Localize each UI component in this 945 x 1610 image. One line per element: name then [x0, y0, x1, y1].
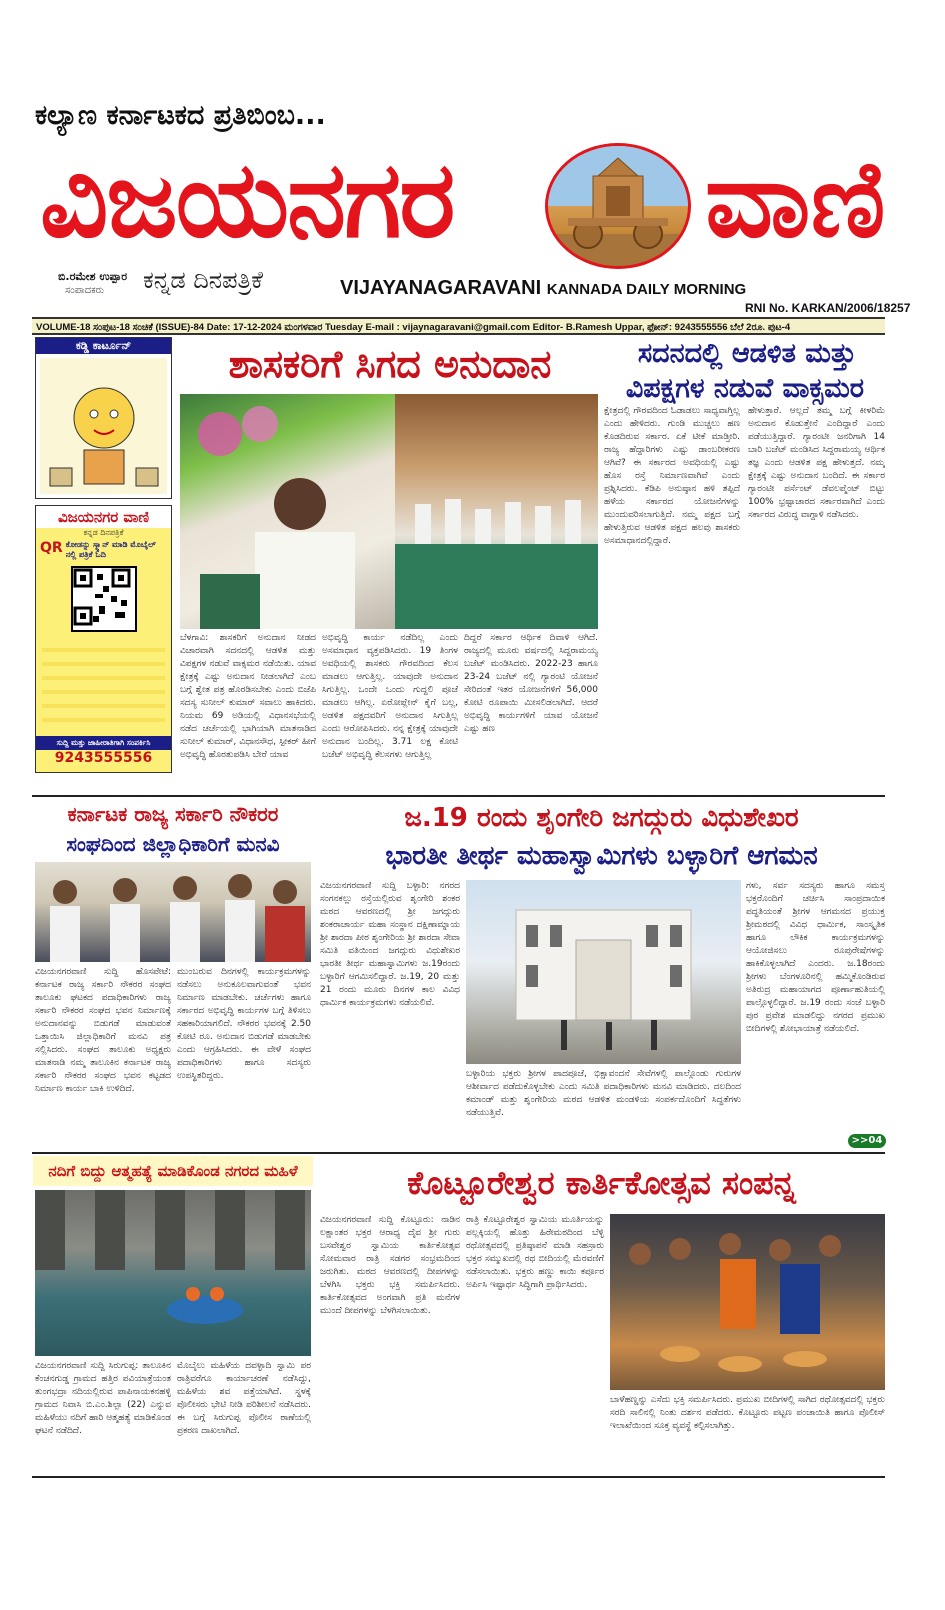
continued-page-badge[interactable]: >>04 [848, 1134, 886, 1148]
sringeri-text-col2: ಗಳು, ಸರ್ವ ಸದಸ್ಯರು ಹಾಗೂ ಸಮಸ್ತ ಭಕ್ತರೊಂದಿಗೆ ಚರ್ಚಿಸಿ ಸಾಂಪ್ರದಾಯಿಕ ಪದ್ಧತಿಯಂತೆ ಶ್ರೀಗಳ ಆಗಮನದ ಪ್ರಯುಕ್ತ ಶ್ರೀಮಠದಲ್ಲಿ ವಿವಿಧ ಧಾರ್ಮಿಕ, ಸಾಂಸ್ಕೃತಿಕ ಹಾಗೂ ಲೌಕಿಕ ಕಾರ್ಯಕ್ರಮಗಳನ್ನು ಆಯೋಜಿಸಲು ರೂಪುರೇಷೆಗಳನ್ನು ಹಾಕಿಕೊಳ್ಳಲಾಗಿದೆ ಎಂದರು. ಜ.18ರಂದು ಶ್ರೀಗಳು ಬೆಂಗಳೂರಿನಲ್ಲಿ ಹಮ್ಮಿಕೊಂಡಿರುವ ಅತಿರುದ್ರ ಮಹಾಯಾಗದ ಪೂರ್ಣಾಹುತಿಯಲ್ಲಿ ಪಾಲ್ಗೊಳ್ಳಲಿದ್ದಾರೆ. ಜ.19 ರಂದು ಸಂಜೆ ಬಳ್ಳಾರಿ ಪುರ ಪ್ರವೇಶ ಮಾಡಲಿದ್ದು ನಗರದ ಪ್ರಮುಖ ಬೀದಿಗಳಲ್ಲಿ ಶೋಭಾಯಾತ್ರೆ ನಡೆಯಲಿದೆ. [746, 881, 885, 1034]
qr-code-icon[interactable] [71, 566, 137, 632]
masthead-tagline: ಕಲ್ಯಾಣ ಕರ್ನಾಟಕದ ಪ್ರತಿಬಿಂಬ... [35, 100, 326, 131]
english-daily: KANNADA DAILY MORNING [546, 281, 747, 298]
river-text-col2: ಮೊಬೈಲು ಮಹಿಳೆಯ ದವಳ್ಳಾದಿ ಸ್ವಾಮಿ ಪರ ರಾತ್ರಿವರೆಗೂ ಕಾರ್ಯಾಚರಣೆ ನಡೆಸಿದ್ದು, ಮಹಿಳೆಯ ಶವ ಪತ್ತೆಯಾಗಿದೆ. ಸ್ಥಳಕ್ಕೆ ಪೊಲೀಸರು ಭೇಟಿ ನೀಡಿ ಪರಿಶೀಲನೆ ನಡೆಸಿದರು. ಈ ಬಗ್ಗೆ ಸಿರುಗುಪ್ಪ ಪೊಲೀಸ ಠಾಣೆಯಲ್ಲಿ ಪ್ರಕರಣ ದಾಖಲಾಗಿದೆ. [177, 1361, 311, 1436]
sringeri-headline-1: ಜ.19 ರಂದು ಶೃಂಗೇರಿ ಜಗದ್ಗುರು ವಿಧುಶೇಖರ [404, 803, 799, 833]
lead-photo-assembly [395, 394, 598, 629]
qr-label: QR [40, 540, 63, 556]
employees-text-col1: ವಿಜಯನಗರವಾಣಿ ಸುದ್ದಿ ಹೊಸಪೇಟೆ: ಕರ್ನಾಟಕ ರಾಜ್ಯ ಸರ್ಕಾರಿ ನೌಕರರ ಸಂಘದ ತಾಲೂಕು ಘಟಕದ ಪದಾಧಿಕಾರಿಗಳು ರಾಜ್ಯ ಸರ್ಕಾರಿ ನೌಕರರ ಸಂಘದ ಭವನ ನಿರ್ಮಾಣಕ್ಕೆ ಅನುದಾನವನ್ನು ಬಿಡುಗಡೆ ಮಾಡುವಂತೆ ಒತ್ತಾಯಿಸಿ ಜಿಲ್ಲಾಧಿಕಾರಿಗೆ ಮನವಿ ಪತ್ರ ಸಲ್ಲಿಸಿದರು. ಸಂಘದ ತಾಲೂಕು ಅಧ್ಯಕ್ಷರು ಮಾತನಾಡಿ ನಮ್ಮ ತಾಲೂಕಿನ ಕರ್ನಾಟಕ ರಾಜ್ಯ ಸರ್ಕಾರಿ ನೌಕರರ ಸಂಘದ ಭವನ ಕಟ್ಟಡದ ನಿರ್ಮಾಣ ಕಾರ್ಯ ಬಾಕಿ ಉಳಿದಿದೆ. [35, 967, 171, 1094]
employees-headline-2: ಸಂಘದಿಂದ ಜಿಲ್ಲಾಧಿಕಾರಿಗೆ ಮನವಿ [66, 832, 280, 856]
ad-contact-label: ಸುದ್ದಿ ಮತ್ತು ಜಾಹೀರಾತಿಗಾಗಿ ಸಂಪರ್ಕಿಸಿ [36, 736, 171, 750]
cartoon-box [35, 337, 172, 499]
editor-name: ಬಿ.ರಮೇಶ ಉಪ್ಪಾರ [58, 270, 128, 283]
lead-text-col4: ಕ್ಷೇತ್ರದಲ್ಲಿ ಗೌರವದಿಂದ ಓಡಾಡಲು ಸಾಧ್ಯವಾಗ್ತಿಲ್ಲ ಎಂದು ಹೇಳಿದರು. ಗುಂಡಿ ಮುಚ್ಚಲು ಹಣ ಕೊಡದಿರುವ ಸರ್ಕಾರ. ಏಕೆ ಟೀಕೆ ಮಾಡ್ತೀರಿ. ರಾಜ್ಯ ಹೆದ್ದಾರಿಗಳು ಎಷ್ಟು ಡಾಂಬರೀಕರಣ ಆಗಿವೆ? ಈ ಸರ್ಕಾರದ ಅವಧಿಯಲ್ಲಿ ಎಷ್ಟು ಹೊಸ ರಸ್ತೆ ನಿರ್ಮಾಣವಾಗಿವೆ ಎಂದು ಪ್ರಶ್ನಿಸಿದರು. ಕೆಡಿಪಿ ಅನುಷ್ಠಾನ ಹಳಿ ತಪ್ಪಿದೆ ಹಳೆಯ ಸರ್ಕಾರದ ಯೋಜನೆಗಳನ್ನು ಮುಂದುವರಿಸಲಾಗುತ್ತಿದೆ. ನಮ್ಮ ಪಕ್ಷದ ಬಗ್ಗೆ ಹೇಳುತ್ತಿರುವ ಆಡಳಿತ ಪಕ್ಷದ ಹಲವು ಶಾಸಕರು ಅಸಮಾಧಾನದಲ್ಲಿದ್ದಾರೆ. [604, 406, 740, 546]
section-divider-2 [32, 1152, 885, 1154]
section-divider-1 [32, 795, 885, 797]
ad-social-links [42, 638, 165, 730]
stone-chariot-logo [545, 143, 691, 269]
qr-instruction: ಕೋಡನ್ನು ಸ್ಕ್ಯಾನ್ ಮಾಡಿ ಮೊಬೈಲ್ ನಲ್ಲಿ ಪತ್ರಿಕೆ ಓದಿ [65, 540, 156, 559]
sringeri-headline-2: ಭಾರತೀ ತೀರ್ಥ ಮಹಾಸ್ವಾಮಿಗಳು ಬಳ್ಳಾರಿಗೆ ಆಗಮನ [385, 841, 818, 871]
sringeri-photo-mutt [466, 880, 741, 1064]
sringeri-text-col1: ವಿಜಯನಗರವಾಣಿ ಸುದ್ದಿ ಬಳ್ಳಾರಿ: ನಗರದ ಸಂಗನಕಲ್ಲು ರಸ್ತೆಯಲ್ಲಿರುವ ಶೃಂಗೇರಿ ಶಂಕರ ಮಠದ ಆವರಣದಲ್ಲಿ ಶ್ರೀ ಜಗದ್ಗುರು ಶಂಕರಾಚಾರ್ಯ ಮಹಾ ಸಂಸ್ಥಾನ ದಕ್ಷಿಣಾಮ್ನಾಯ ಶ್ರೀ ಶಾರದಾ ಪೀಠ ಶೃಂಗೇರಿಯ ಶ್ರೀ ಶಾರದಾ ಸೇವಾ ಸಮಿತಿ ವತಿಯಿಂದ ಜಗದ್ಗುರು ವಿಧುಶೇಖರ ಭಾರತೀ ತೀರ್ಥ ಮಹಾಸ್ವಾಮಿಗಳು ಜ.19ರಂದು ಬಳ್ಳಾರಿಗೆ ಆಗಮಿಸಲಿದ್ದಾರೆ. ಜ.19, 20 ಮತ್ತು 21 ರಂದು ಮೂರು ದಿನಗಳ ಕಾಲ ವಿವಿಧ ಧಾರ್ಮಿಕ ಕಾರ್ಯಕ್ರಮಗಳು ನಡೆಯಲಿವೆ. [320, 881, 460, 1008]
lead-headline: ಶಾಸಕರಿಗೆ ಸಿಗದ ಅನುದಾನ [180, 338, 600, 390]
kottur-text-col1: ವಿಜಯನಗರವಾಣಿ ಸುದ್ದಿ ಕೊಟ್ಟೂರು: ನಾಡಿನ ಲಕ್ಷಾಂತರ ಭಕ್ತರ ಆರಾಧ್ಯ ದೈವ ಶ್ರೀ ಗುರು ಬಸವೇಶ್ವರ ಸ್ವಾಮಿಯ ಕಾರ್ತಿಕೋತ್ಸವ ಸೋಮವಾರ ರಾತ್ರಿ ಸಡಗರ ಸಂಭ್ರಮದಿಂದ ಜರುಗಿತು. ಮಠದ ಆವರಣದಲ್ಲಿ ದೀಪಗಳನ್ನು ಬೆಳಗಿಸಿ ಭಕ್ತರು ಭಕ್ತಿ ಸಮರ್ಪಿಸಿದರು. ಕಾರ್ತಿಕೋತ್ಸವದ ಅಂಗವಾಗಿ ಪ್ರತಿ ಮನೆಗಳ ಮುಂದೆ ದೀಪಗಳನ್ನು ಬೆಳಗಿಸಲಾಯಿತು. [320, 1215, 460, 1316]
river-text-col1: ವಿಜಯನಗರವಾಣಿ ಸುದ್ದಿ ಸಿರುಗುಪ್ಪ: ತಾಲೂಕಿನ ಕೆಂಚನಗುಡ್ಡ ಗ್ರಾಮದ ಹತ್ತಿರ ಪವಿಯಾತ್ರೆಯಂತ ತುಂಗಭದ್ರಾ ನದಿಯಲ್ಲಿರುವ ಪಾಪಿನಾಯಕನಹಳ್ಳಿ ಗ್ರಾಮದ ನಿವಾಸಿ ಬಿ.ಎಂ.ಶಿಲ್ಪಾ (22) ಎನ್ನುವ ಮಹಿಳೆಯು ನದಿಗೆ ಹಾರಿ ಆತ್ಮಹತ್ಯೆ ಮಾಡಿಕೊಂಡ ಘಟನೆ ನಡೆದಿದೆ. [35, 1361, 171, 1436]
lead-text-col5: ಹೇಳುತ್ತಾರೆ. ಆಲ್ಲದೆ ತಮ್ಮ ಬಗ್ಗೆ ಕೀಳರಿಮೆ ಅನುದಾನ ಕೊಡುತ್ತೇನೆ ಎಂದಿದ್ದಾರೆ ಎಂದು ಪಡೆಯುತ್ತಿದ್ದಾರೆ. ಗ್ಯಾರಂಟೀ ಜನರಿಗಾಗಿ 14 ಬಾರಿ ಬಜೆಟ್ ಮಂಡಿಸಿದ ಸಿದ್ದರಾಮಯ್ಯ ಆರ್ಥಿಕ ತಜ್ಞ ಎಂದು ಆಡಳಿತ ಪಕ್ಷ ಹೇಳುತ್ತದೆ. ನಮ್ಮ ಕ್ಷೇತ್ರಕ್ಕೆ ಎಷ್ಟು ಅನುದಾನ ಬಂದಿದೆ. ಈ ಸರ್ಕಾರ ಗ್ಯಾರಂಟೀ ಪರ್ಸೆಂಟ್ ಡೆವಲಪ್ಮೆಂಟ್ ಬಿಟ್ಟು 100% ಭ್ರಷ್ಟಾಚಾರದ ಸರ್ಕಾರವಾಗಿದೆ ಎಂದು ಸರ್ಕಾರದ ವಿರುದ್ಧ ವಾಗ್ದಾಳಿ ನಡೆಸಿದರು. [748, 406, 885, 520]
ad-phone: 9243555556 [54, 750, 153, 766]
masthead-title-left: ವಿಜಯನಗರ [40, 138, 454, 261]
qr-ad-box [35, 505, 172, 773]
english-masthead [340, 277, 746, 300]
lead-text-col1: ಬೆಳಗಾವಿ: ಶಾಸಕರಿಗೆ ಅನುದಾನ ನೀಡದ ವಿಚಾರವಾಗಿ ಸದನದಲ್ಲಿ ಆಡಳಿತ ಮತ್ತು ವಿಪಕ್ಷಗಳ ನಡುವೆ ವಾಕ್ಸಮರ ನಡೆಯಿತು. ಯಾವ ಕ್ಷೇತ್ರಕ್ಕೆ ಎಷ್ಟು ಅನುದಾನ ನೀಡಲಾಗಿದೆ ಎಂಬ ಬಗ್ಗೆ ಶ್ವೇತ ಪತ್ರ ಹೊರಡಿಸಬೇಕು ಎಂದು ಬಿಜೆಪಿ ಸದಸ್ಯ ಸುನೀಲ್ ಕುಮಾರ್ ಸವಾಲು ಹಾಕಿದರು. ನಿಯಮ 69 ಅಡಿಯಲ್ಲಿ ವಿಧಾನಸಭೆಯಲ್ಲಿ ನಡೆದ ಚರ್ಚೆಯಲ್ಲಿ ಭಾಗಿಯಾಗಿ ಮಾತನಾಡಿದ ಸುನೀಲ್ ಕುಮಾರ್, ವಿಧಾನಸೌಧ, ಸ್ಪೀಕರ್ ಹೀಗೆ ಅಭಿವೃದ್ಧಿ ಹೊರತುಪಡಿಸಿ ಬೇರೆ ಯಾವ [180, 633, 316, 760]
ad-subtitle: ಕನ್ನಡ ದಿನಪತ್ರಿಕೆ [83, 528, 124, 537]
kottur-headline: ಕೊಟ್ಟೂರೇಶ್ವರ ಕಾರ್ತಿಕೋತ್ಸವ ಸಂಪನ್ನ [407, 1164, 796, 1202]
river-headline: ನದಿಗೆ ಬಿದ್ದು ಆತ್ಮಹತ್ಯೆ ಮಾಡಿಕೊಂಡ ನಗರದ ಮಹಿಳೆ [33, 1156, 313, 1186]
kannada-daily-label: ಕನ್ನಡ ದಿನಪತ್ರಿಕೆ [143, 266, 264, 294]
employees-headline-1: ಕರ್ನಾಟಕ ರಾಜ್ಯ ಸರ್ಕಾರಿ ನೌಕರರ [67, 802, 279, 826]
rni-number: RNI No. KARKAN/2006/18257 [745, 301, 911, 315]
english-name: VIJAYANAGARAVANI [340, 277, 542, 299]
sringeri-text-bottom: ಬಳ್ಳಾರಿಯ ಭಕ್ತರು ಶ್ರೀಗಳ ಪಾದಪೂಜೆ, ಭಿಕ್ಷಾವಂದನೆ ಸೇವೆಗಳಲ್ಲಿ ಪಾಲ್ಗೊಂಡು ಗುರುಗಳ ಆಶೀರ್ವಾದ ಪಡೆದುಕೊಳ್ಳಬೇಕು ಎಂದು ಸಮಿತಿ ಪದಾಧಿಕಾರಿಗಳು ಮನವಿ ಮಾಡಿದರು. ದಲದಿಂದ ಕಮಾಂಡ್ ಮತ್ತು ಶೃಂಗೇರಿಯ ಮಠದ ಆಡಳಿತ ಮಂಡಳಿಯ ಸಂಪರ್ಕದೊಂದಿಗೆ ಸಿದ್ಧತೆಗಳು ನಡೆಯುತ್ತಿವೆ. [466, 1069, 741, 1118]
employees-text-col2: ಮುಂಬರುವ ದಿನಗಳಲ್ಲಿ ಕಾರ್ಯಕ್ರಮಗಳನ್ನು ನಡೆಸಲು ಅನುಕೂಲವಾಗುವಂತೆ ಭವನ ನಿರ್ಮಾಣ ಮಾಡಬೇಕು. ಚರ್ಚೆಗಳು ಹಾಗೂ ಸರ್ಕಾರದ ಅಭಿವೃದ್ಧಿ ಕಾರ್ಯಗಳ ಬಗ್ಗೆ ತಿಳಿಸಲು ಸಹಕಾರಿಯಾಗಲಿದೆ. ನೌಕರರ ಭವನಕ್ಕೆ 2.50 ಕೋಟಿ ರೂ. ಅನುದಾನ ಬಿಡುಗಡೆ ಮಾಡಬೇಕು ಎಂದು ಆಗ್ರಹಿಸಿದರು. ಈ ವೇಳೆ ಸಂಘದ ಪದಾಧಿಕಾರಿಗಳು ಹಾಗೂ ಸದಸ್ಯರು ಉಪಸ್ಥಿತರಿದ್ದರು. [177, 967, 311, 1081]
lead-text-col2: ಅಭಿವೃದ್ಧಿ ಕಾರ್ಯ ನಡೆದಿಲ್ಲ ಎಂದು ಅಸಮಾಧಾನ ವ್ಯಕ್ತಪಡಿಸಿದರು. 19 ತಿಂಗಳ ಅವಧಿಯಲ್ಲಿ ಶಾಸಕರು ಗೌರವದಿಂದ ಕೆಲಸ ಮಾಡಲು ಆಗುತ್ತಿಲ್ಲ. ಯಾವುದೇ ಅನುದಾನ ಸಿಗುತ್ತಿಲ್ಲ. ಒಂದೇ ಒಂದು ಗುದ್ದಲಿ ಪೂಜೆ ಮಾಡಲು ಆಗಿಲ್ಲ. ಏರೋಪ್ಲೇನ್ ಕೈಗೆ ಬಲ್ಲ, ಅಡಳಿತ ಪಕ್ಷದವರಿಗೆ ಅನುದಾನ ಸಿಗುತ್ತಿಲ್ಲ ಎಂದು ಆರೋಪಿಸಿದರು. ನನ್ನ ಕ್ಷೇತ್ರಕ್ಕೆ ಯಾವುದೇ ಅನುದಾನ ಬಂದಿಲ್ಲ. 3.71 ಲಕ್ಷ ಕೋಟಿ ಬಜೆಟ್ ಅಭಿವೃದ್ಧಿ ಕೆಲಸಗಳು ಆಗುತ್ತಿಲ್ಲ [322, 633, 458, 760]
employees-photo [35, 862, 311, 962]
masthead [40, 135, 890, 265]
ad-title: ವಿಜಯನಗರ ವಾಣಿ [36, 506, 171, 528]
cartoon-image [40, 358, 167, 494]
kottur-text-bottom: ಬಾಳೆಹಣ್ಣನ್ನು ಎಸೆದು ಭಕ್ತಿ ಸಮರ್ಪಿಸಿದರು. ಪ್ರಮುಖ ಬೀದಿಗಳಲ್ಲಿ ಸಾಗಿದ ರಥೋತ್ಸವದಲ್ಲಿ ಭಕ್ತರು ಸರದಿ ಸಾಲಿನಲ್ಲಿ ನಿಂತು ದರ್ಶನ ಪಡೆದರು. ಕೊಟ್ಟೂರು ಪಟ್ಟಣ ಪಂಚಾಯಿತಿ ಹಾಗೂ ಪೊಲೀಸ್ ಇಲಾಖೆಯಿಂದ ಸೂಕ್ತ ವ್ಯವಸ್ಥೆ ಕಲ್ಪಿಸಲಾಗಿತ್ತು. [610, 1395, 885, 1431]
lead-text-col3: ದಿದ್ದರೆ ಸರ್ಕಾರ ಆರ್ಥಿಕ ದಿವಾಳಿ ಆಗಿದೆ. ರಾಜ್ಯದಲ್ಲಿ ಮೂರು ವರ್ಷದಲ್ಲಿ ಸಿದ್ದರಾಮಯ್ಯ ಬಜೆಟ್ ಮಂಡಿಸಿದರು. 2022-23 ಹಾಗೂ 23-24 ಬಜೆಟ್ ನಲ್ಲಿ ಗ್ಯಾರಂಟಿ ಯೋಜನೆ ಸೇರಿದಂತೆ ಇತರ ಯೋಜನೆಗಳಿಗೆ 56,000 ಕೋಟಿ ರೂಪಾಯಿ ಮೀಸಲಿಡಲಾಗಿದೆ. ಆದರೆ ಅಭಿವೃದ್ಧಿ ಕಾರ್ಯಗಳಿಗೆ ಯಾವ ಯೋಜನೆ ಎಷ್ಟು ಹಣ [464, 633, 598, 734]
lead-photo-minister [180, 394, 395, 629]
lead-subheadline-2: ವಿಪಕ್ಷಗಳ ನಡುವೆ ವಾಕ್ಸಮರ [625, 373, 865, 404]
info-bar: VOLUME-18 ಸಂಪುಟ-18 ಸಂಚಿಕೆ (ISSUE)-84 Date: 17-12-2024 ಮಂಗಳವಾರ Tuesday E-mail : vijaynagaravani@gmail.com Editor- B.Ramesh Uppar, ಫೋನ್: 9243555556 ಬೆಲೆ 2ರೂ. ಪುಟ-4 [32, 317, 885, 335]
kottur-photo [610, 1214, 885, 1390]
kottur-text-col2: ರಾತ್ರಿ ಕೊಟ್ಟೂರೇಶ್ವರ ಸ್ವಾಮಿಯ ಮೂರ್ತಿಯನ್ನು ಪಲ್ಲಕ್ಕಿಯಲ್ಲಿ ಹೊತ್ತು ಹಿರೇಮಠದಿಂದ ಬೆಳ್ಳಿ ರಥೋತ್ಸವದಲ್ಲಿ ಪ್ರತಿಷ್ಠಾಪನೆ ಮಾಡಿ ಸಹಸ್ರಾರು ಭಕ್ತರ ಸಮ್ಮುಖದಲ್ಲಿ ರಥ ಬೀದಿಯಲ್ಲಿ ಮೆರವಣಿಗೆ ನಡೆಸಲಾಯಿತು. ಭಕ್ತರು ಹಣ್ಣು ಕಾಯಿ ಕರ್ಪೂರ ಅರ್ಪಿಸಿ ಇಷ್ಟಾರ್ಥ ಸಿದ್ಧಿಗಾಗಿ ಪ್ರಾರ್ಥಿಸಿದರು. [466, 1215, 604, 1290]
river-photo [35, 1190, 311, 1356]
lead-subheadline-1: ಸದನದಲ್ಲಿ ಆಡಳಿತ ಮತ್ತು [637, 338, 857, 369]
masthead-title-right: ವಾಣಿ [705, 138, 886, 261]
cartoon-title: ಕಡ್ಡಿ ಕಾರ್ಟೂನ್ [36, 338, 171, 354]
page-bottom-rule [32, 1476, 885, 1478]
editor-role: ಸಂಪಾದಕರು [65, 285, 105, 296]
